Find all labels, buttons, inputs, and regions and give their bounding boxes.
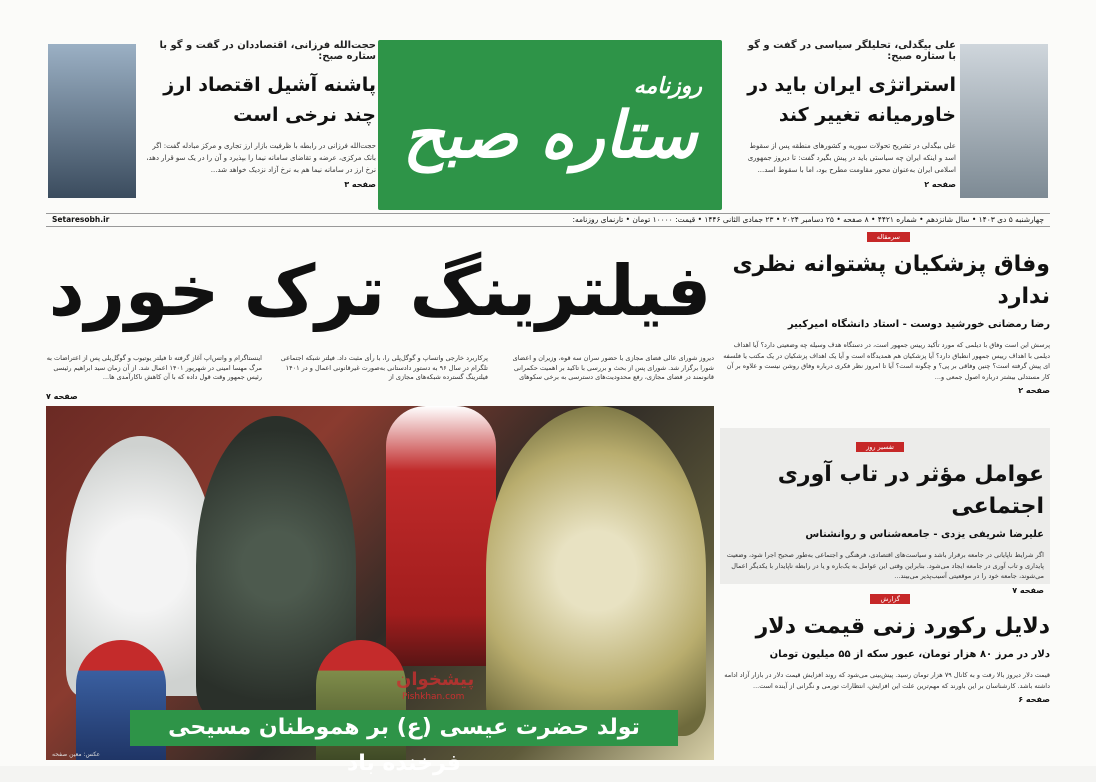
article-author: علیرضا شریفی یزدی - جامعه‌شناس و روانشناس	[805, 529, 1044, 540]
section-tag: گزارش	[870, 594, 910, 604]
main-headline[interactable]: فیلترینگ ترک خورد	[48, 250, 712, 332]
website-link[interactable]: Setaresobh.ir	[52, 215, 110, 224]
article-title: عوامل مؤثر در تاب آوری اجتماعی	[777, 462, 1044, 519]
article-page: صفحه ۲	[1018, 386, 1050, 395]
photo-caption: تولد حضرت عیسی (ع) بر هموطنان مسیحی فرخنده باد	[130, 710, 678, 746]
article-body: اگر شرایط ناپایانی در جامعه برقرار باشد و سیاست‌های اقتصادی، فرهنگی و اجتماعی به‌طور صحیح اجرا شود، وضعیت پایداری و تاب آوری در جامعه ایجاد می‌شود. بنابراین وقتی این عوامل به یک‌باره و یا در رابطه ناپایدار با یکدیگر اعمال می‌شوند، جامعه خود را در موقعیتی آسیب‌پذیر می‌بیند...	[726, 551, 1044, 580]
article-body: قیمت دلار دیروز بالا رفت و به کانال ۷۹ هزار تومان رسید. پیش‌بینی می‌شود که روند افزایش قیمت دلار در بازار آزاد ادامه داشته باشد. کارشناسان بر این باورند که مهم‌ترین علت این افزایش، انتظارات تورمی و نگرانی از آینده است...	[724, 671, 1050, 690]
teaser-body: علی بیگدلی در تشریح تحولات سوریه و کشورهای منطقه پس از سقوط اسد و اینکه ایران چه سیاستی باید در پیش بگیرد گفت: تا دیروز جمهوری اسلامی ایران به‌عنوان محور مقاومت مطرح بود، اما با سقوط اسد...	[747, 142, 956, 174]
section-tag: تفسیر روز	[856, 442, 904, 452]
gold-tree	[486, 406, 706, 736]
teaser-page: صفحه ۳	[344, 180, 376, 189]
teaser-title: پاشنه آشیل اقتصاد ارز چند نرخی است	[163, 74, 376, 126]
teaser-left[interactable]	[48, 40, 376, 189]
lead-column: پرکاربرد خارجی واتساپ و گوگل‌پلی را، با رأی مثبت داد. فیلتر شبکه اجتماعی تلگرام در سال ۹۶ به دستور دادستانی به‌صورت غیرقانونی اعمال و در ۱۴۰۱ فیلترینگ گسترده شبکه‌های مجازی از	[280, 354, 488, 381]
teaser-kicker: علی بیگدلی، تحلیلگر سیاسی در گفت و گو با ستاره صبح:	[747, 40, 956, 62]
teaser-right[interactable]	[740, 40, 1048, 189]
watermark-logo: پیشخوان	[396, 669, 475, 690]
article-page: صفحه ۶	[1018, 695, 1050, 704]
masthead-title: ستاره صبح	[402, 98, 698, 173]
photo-credit: عکس: معین صفحه	[52, 751, 101, 758]
article-title: وفاق پزشکیان پشتوانه نظری ندارد	[732, 252, 1050, 309]
article-body: پرسش این است وفاق با دیلمی که مورد تأکید رییس جمهور است، در دستگاه هدف وسیله چه وضعیتی دارد؟ آیا اهداف دیلمی با اهداف رییس جمهور انطباق دارد؟ آیا پزشکیان هم همدیدگاه است و آیا یک اهداف پزشکیان در یک مکتب یا فلسفه ای پیش گرفته است؟ چنین وفاقی بر پی؟ و چگونه است؟ آیا تا امروز نظر فکری درباره وفاق روشن نیست و علاوه بر آن کار مستدلی بیشتر درباره اصول جمعی و...	[723, 341, 1050, 381]
teaser-title: استراتژی ایران باید در خاورمیانه تغییر کند	[747, 74, 956, 126]
section-tag: سرمقاله	[867, 232, 910, 242]
santa-figure	[386, 406, 496, 666]
lead-page-ref: صفحه ۷	[46, 392, 78, 401]
teaser-body: حجت‌الله فرزانی در رابطه با ظرفیت بازار ارز تجاری و مرکز مبادله گفت: اگر بانک مرکزی، عرضه و تقاضای سامانه نیما را بپذیرد و آن را در یک سو قرار دهد، نرخ ارز در سامانه نیما هم به نرخ آزاد نزدیک خواهد شد...	[146, 142, 376, 174]
watermark-url: Pishkhan.com	[402, 692, 465, 702]
article-report[interactable]	[720, 586, 1050, 704]
teaser-kicker: حجت‌الله فرزانی، اقتصاددان در گفت و گو با ستاره صبح:	[159, 40, 376, 62]
lead-column: دیروز شورای عالی فضای مجازی با حضور سران سه قوه، وزیران و اعضای شورا برگزار شد. شورای پس از بحث و بررسی با تاکید بر اهمیت حکمرانی قانونمند در فضای مجازی، رفع محدودیت‌های دسترسی به برخی سکوهای	[512, 354, 714, 381]
article-title: دلایل رکورد زنی قیمت دلار	[755, 614, 1050, 639]
christmas-photo	[46, 406, 714, 776]
article-editorial[interactable]	[720, 224, 1050, 395]
article-commentary[interactable]	[720, 428, 1050, 595]
lead-columns	[46, 354, 714, 402]
issue-info-text: چهارشنبه ۵ دی ۱۴۰۳ • سال شانزدهم • شماره ۴۴۲۱ • ۸ صفحه • ۲۵ دسامبر ۲۰۲۴ • ۲۳ جمادی الثانی ۱۴۴۶ • قیمت: ۱۰۰۰۰ تومان • تارنمای روزنامه:	[572, 215, 1044, 224]
lead-column: اینستاگرام و واتس‌اپ آغاز گرفته تا فیلتر یوتیوب و گوگل‌پلی پس از اعتراضات به مرگ مهسا امینی در شهریور ۱۴۰۱ اعمال شد. از آن زمان سید ابراهیم رئیسی رئیس جمهور وقت قول داده که با آن کاهش ناکارآمدی ها...	[46, 354, 262, 381]
teaser-page: صفحه ۲	[924, 180, 956, 189]
masthead	[378, 40, 722, 210]
article-subtitle: دلار در مرز ۸۰ هزار تومان، عبور سکه از ۵۵ میلیون تومان	[769, 649, 1050, 660]
masthead-daily-label: روزنامه	[633, 74, 702, 99]
article-author: رضا رمضانی خورشید دوست - استاد دانشگاه امیرکبیر	[787, 319, 1050, 330]
article-page: صفحه ۷	[1012, 585, 1044, 595]
